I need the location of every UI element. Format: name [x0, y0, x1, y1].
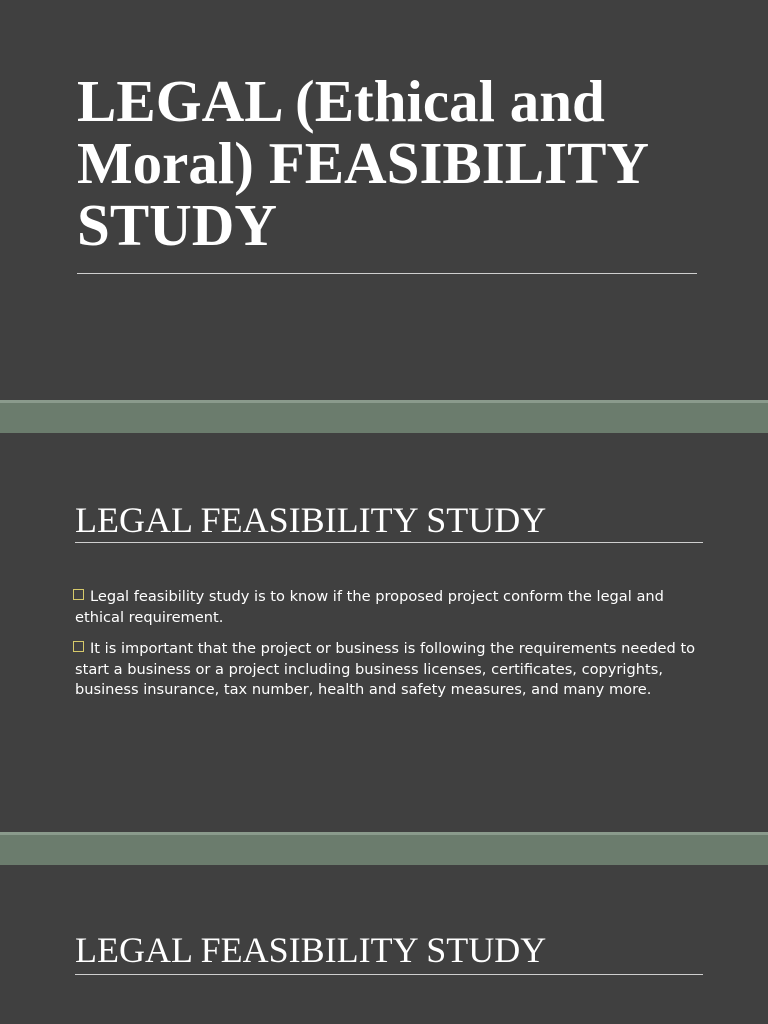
slide-divider-1: [0, 400, 768, 433]
slide-2-title: LEGAL FEASIBILITY STUDY: [75, 500, 547, 540]
slide-1-title-rule: [77, 273, 697, 274]
bullet-item: [75, 639, 707, 701]
bullet-item: [75, 587, 707, 628]
slide-2-title-rule: [75, 542, 703, 543]
slide-1-title: LEGAL (Ethical and Moral) FEASIBILITY STUDY: [77, 68, 647, 258]
hollow-square-bullet-icon: [73, 589, 84, 600]
slide-divider-2: [0, 832, 768, 865]
hollow-square-bullet-icon: [73, 641, 84, 652]
slide-1: [0, 0, 768, 400]
bullet-text: It is important that the project or business is following the requirements needed to start a business or a project including business licenses, certificates, copyrights, business insurance, tax number, health and safety measures, and many more.: [75, 640, 696, 698]
slide-2-bullet-list: [75, 587, 707, 712]
bullet-text: Legal feasibility study is to know if the proposed project conform the legal and ethical requirement.: [75, 588, 664, 626]
slide-3-title-rule: [75, 974, 703, 975]
slide-3-title: LEGAL FEASIBILITY STUDY: [75, 930, 547, 970]
